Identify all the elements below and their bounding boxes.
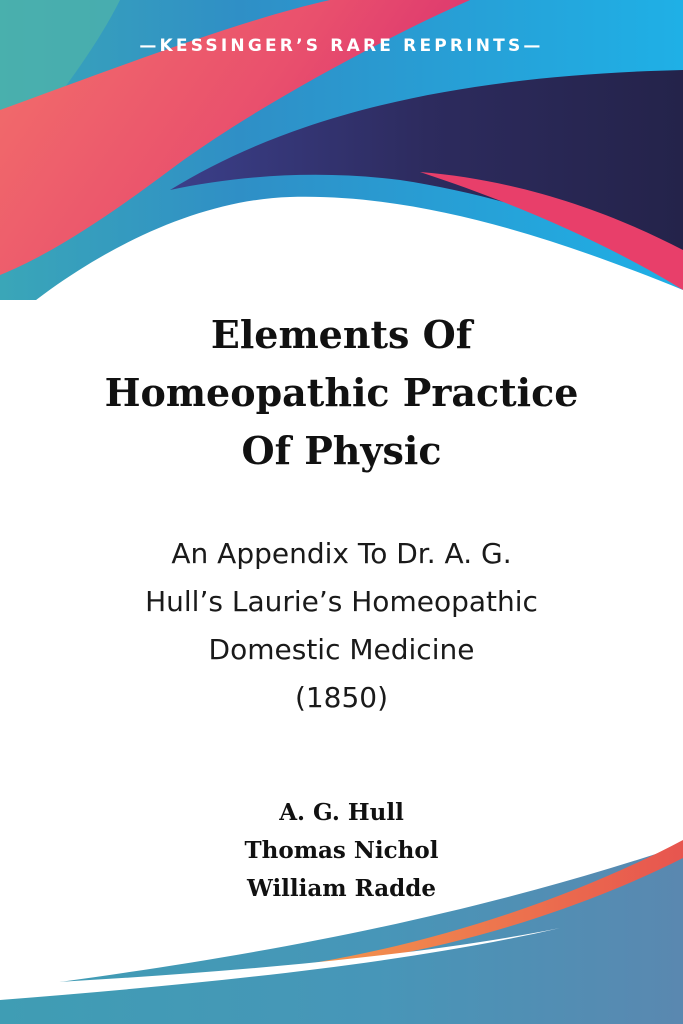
title-line: Elements Of [210, 312, 473, 357]
author-name: William Radde [247, 875, 436, 902]
author-name: Thomas Nichol [244, 837, 439, 864]
author-name: A. G. Hull [279, 799, 404, 826]
subtitle-line: Hull’s Laurie’s Homeopathic [145, 585, 538, 618]
subtitle-line: An Appendix To Dr. A. G. [171, 537, 512, 570]
publisher-banner: —KESSINGER’S RARE REPRINTS— [139, 36, 544, 56]
book-subtitle [40, 530, 643, 722]
book-title [40, 306, 643, 480]
author-list [40, 794, 643, 908]
title-line: Of Physic [241, 428, 442, 473]
title-line: Homeopathic Practice [104, 370, 579, 415]
subtitle-line: (1850) [294, 681, 389, 714]
subtitle-line: Domestic Medicine [208, 633, 475, 666]
